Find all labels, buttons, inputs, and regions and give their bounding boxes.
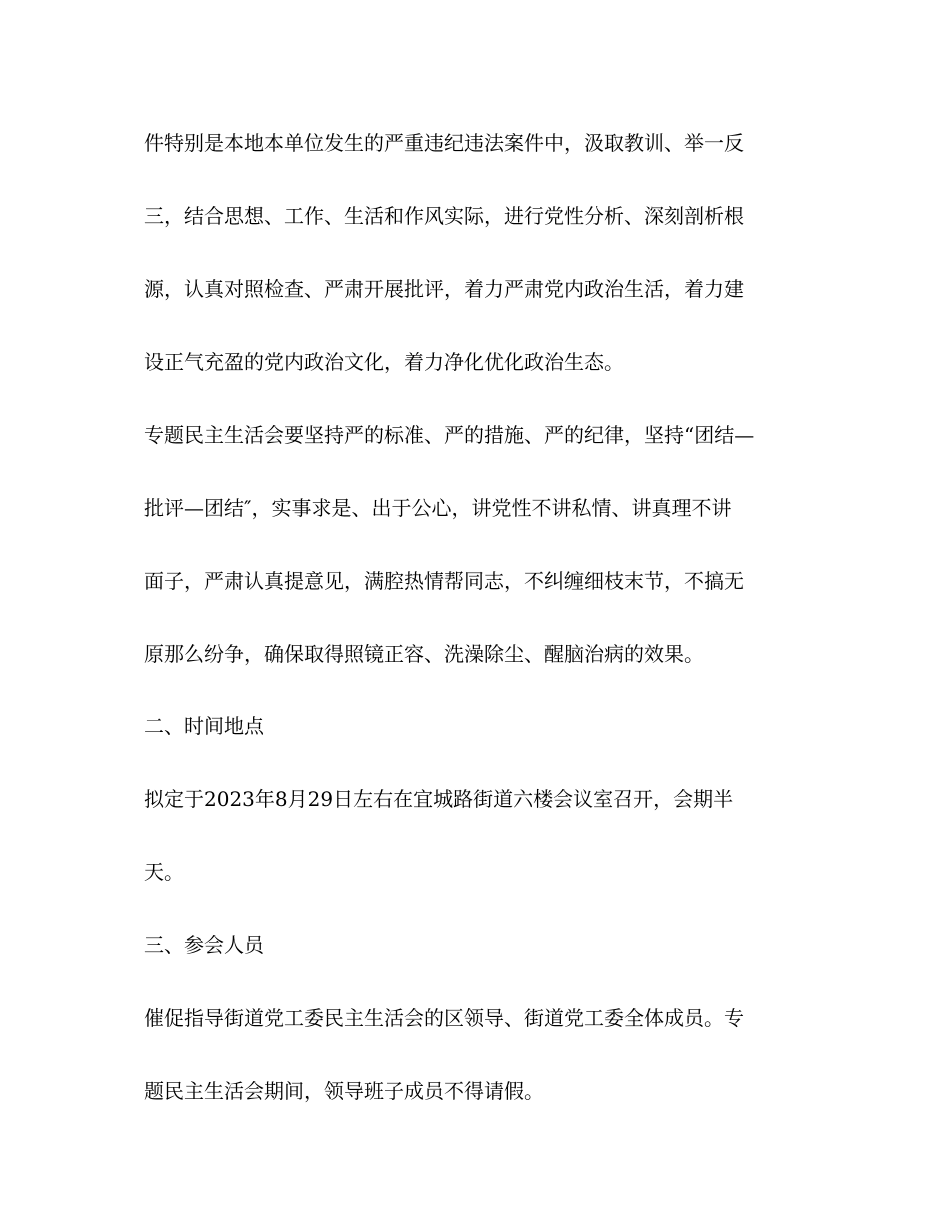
text-line: 催促指导街道党工委民主生活会的区领导、街道党工委全体成员。专 <box>144 1006 744 1030</box>
text-line: 源，认真对照检查、严肃开展批评，着力严肃党内政治生活，着力建 <box>144 277 744 301</box>
section-heading: 三、参会人员 <box>144 933 264 957</box>
text-line: 面子，严肃认真提意见，满腔热情帮同志，不纠缠细枝末节，不搞无 <box>144 569 744 593</box>
text-line: 拟定于2023年8月29日左右在宜城路街道六楼会议室召开，会期半 <box>144 787 734 811</box>
text-line: 批评—团结″，实事求是、出于公心，讲党性不讲私情、讲真理不讲 <box>144 496 732 520</box>
text-line: 专题民主生活会要坚持严的标准、严的措施、严的纪律，坚持“团结— <box>144 423 755 447</box>
text-line: 三，结合思想、工作、生活和作风实际，进行党性分析、深刻剖析根 <box>144 204 744 228</box>
text-line: 件特别是本地本单位发生的严重违纪违法案件中，汲取教训、举一反 <box>144 131 744 155</box>
text-line: 原那么纷争，确保取得照镜正容、洗澡除尘、醒脑治病的效果。 <box>144 642 704 666</box>
text-line: 天。 <box>144 860 184 884</box>
section-heading: 二、时间地点 <box>144 714 264 738</box>
text-line: 设正气充盈的党内政治文化，着力净化优化政治生态。 <box>144 350 624 374</box>
text-line: 题民主生活会期间，领导班子成员不得请假。 <box>144 1079 544 1103</box>
